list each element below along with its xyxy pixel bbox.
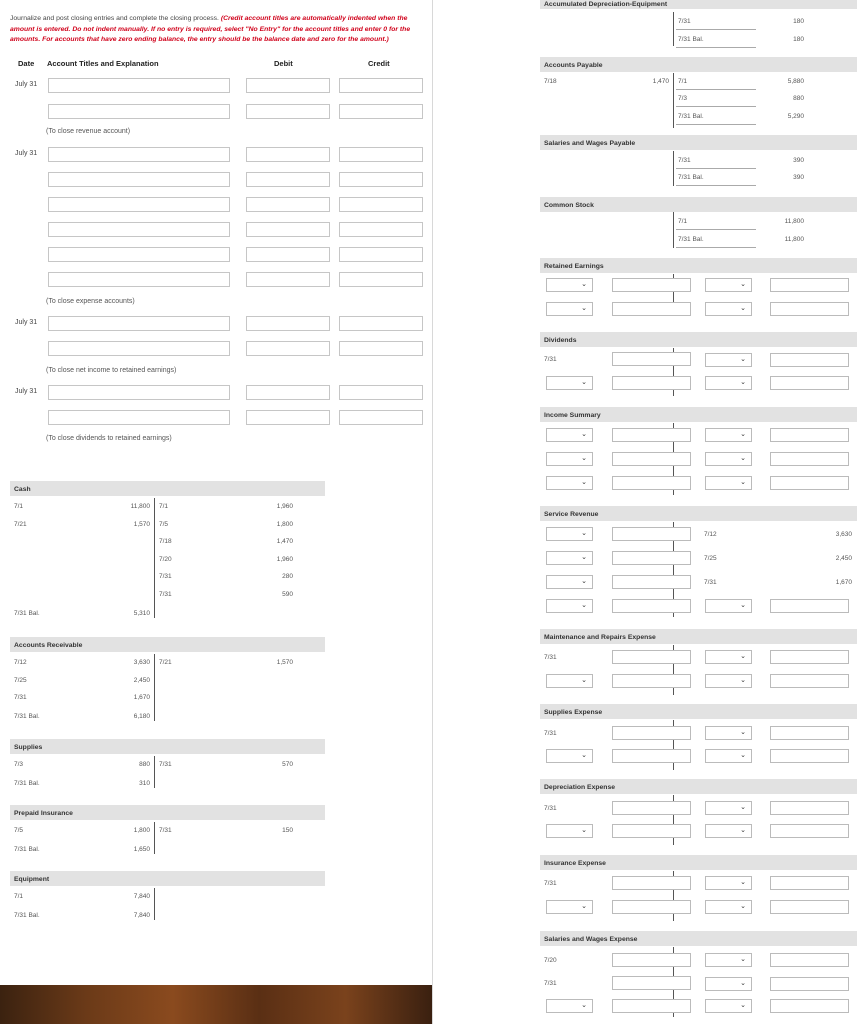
chevron-down-icon: ⌄ [581, 677, 587, 684]
chevron-down-icon: ⌄ [740, 653, 746, 660]
amount-input[interactable] [770, 428, 849, 442]
entry-underline [676, 29, 756, 30]
credit-date: 7/20 [159, 555, 172, 563]
credit-amount: 390 [793, 157, 804, 164]
debit-amount: 1,570 [133, 520, 150, 528]
credit-amount: 570 [282, 761, 293, 768]
amount-input[interactable] [612, 278, 691, 292]
amount-input[interactable] [770, 650, 849, 664]
credit-date: 7/1 [678, 78, 688, 85]
chevron-down-icon: ⌄ [740, 827, 746, 834]
credit-date: 7/5 [159, 520, 169, 528]
balance-amount: 5,310 [133, 609, 150, 617]
date-select[interactable] [705, 801, 752, 815]
balance-date: 7/31 Bal. [14, 911, 40, 919]
date-select[interactable] [546, 749, 593, 763]
date-select[interactable] [705, 476, 752, 490]
debit-date: 7/31 [14, 694, 27, 702]
date-select[interactable] [546, 575, 593, 589]
entry-underline [676, 229, 756, 230]
chevron-down-icon: ⌄ [740, 431, 746, 438]
ledger-maintenance-repairs-expense-header: Maintenance and Repairs Expense [540, 629, 857, 644]
account-title-input[interactable] [48, 197, 230, 212]
credit-date: 7/1 [159, 503, 169, 510]
chevron-down-icon: ⌄ [740, 479, 746, 486]
debit-header: Debit [274, 59, 293, 68]
debit-date: 7/31 [544, 805, 557, 812]
ledger-accumulated-depreciation-header: Accumulated Depreciation-Equipment [540, 0, 857, 9]
date-select[interactable] [546, 674, 593, 688]
debit-amount: 1,800 [133, 827, 150, 834]
credit-date: 7/31 [678, 18, 691, 25]
credit-date: 7/12 [704, 531, 717, 538]
debit-amount-input[interactable] [246, 410, 330, 425]
entry-underline [676, 124, 756, 125]
credit-date: 7/31 [704, 579, 717, 586]
amount-input[interactable] [770, 476, 849, 490]
credit-amount-input[interactable] [339, 410, 423, 425]
debit-amount-input[interactable] [246, 247, 330, 262]
debit-amount-box [612, 976, 691, 990]
account-title-input[interactable] [48, 247, 230, 262]
credit-amount: 1,570 [276, 659, 293, 666]
journal-header [10, 57, 430, 69]
credit-amount-input[interactable] [339, 104, 423, 119]
amount-input[interactable] [612, 824, 691, 838]
entry-explanation: (To close revenue account) [46, 128, 131, 135]
debit-amount: 11,800 [130, 503, 150, 510]
balance-date: 7/31 Bal. [14, 609, 40, 617]
amount-input[interactable] [770, 977, 849, 991]
balance-amount: 7,840 [133, 911, 150, 919]
credit-amount: 5,880 [787, 78, 804, 85]
date-select[interactable] [546, 551, 593, 565]
amount-input[interactable] [770, 599, 849, 613]
ledger-salaries-wages-payable-header: Salaries and Wages Payable [540, 135, 857, 150]
date-select[interactable] [546, 376, 593, 390]
ledger-prepaid-insurance-header: Prepaid Insurance [10, 805, 325, 820]
date-header: Date [18, 59, 35, 68]
debit-amount: 3,630 [133, 659, 150, 666]
ledger-supplies-expense-header: Supplies Expense [540, 704, 857, 719]
credit-amount: 180 [793, 36, 804, 43]
credit-amount-input[interactable] [339, 222, 423, 237]
entry-date: July 31 [15, 81, 38, 88]
credit-date: 7/18 [159, 538, 172, 546]
ledger-retained-earnings-header: Retained Earnings [540, 258, 857, 273]
t-account-line [154, 822, 155, 854]
credit-amount-input[interactable] [339, 197, 423, 212]
chevron-down-icon: ⌄ [740, 305, 746, 312]
debit-date: 7/31 [544, 654, 557, 661]
entry-explanation: (To close expense accounts) [46, 298, 135, 305]
debit-date: 7/1 [14, 893, 24, 900]
credit-amount: 880 [793, 95, 804, 102]
date-select[interactable] [705, 674, 752, 688]
account-title-input[interactable] [48, 272, 230, 287]
chevron-down-icon: ⌄ [740, 903, 746, 910]
credit-amount-input[interactable] [339, 172, 423, 187]
chevron-down-icon: ⌄ [740, 379, 746, 386]
t-account-line [154, 888, 155, 920]
debit-amount-input[interactable] [246, 316, 330, 331]
amount-input[interactable] [612, 674, 691, 688]
credit-amount: 150 [282, 827, 293, 834]
credit-amount: 1,960 [276, 555, 293, 563]
amount-input[interactable] [770, 900, 849, 914]
date-select[interactable] [705, 824, 752, 838]
debit-date: 7/31 [544, 880, 557, 887]
chevron-down-icon: ⌄ [740, 729, 746, 736]
amount-input[interactable] [770, 876, 849, 890]
date-select[interactable] [705, 353, 752, 367]
amount-input[interactable] [770, 452, 849, 466]
t-account-line [673, 212, 674, 248]
amount-input[interactable] [612, 527, 691, 541]
chevron-down-icon: ⌄ [581, 431, 587, 438]
account-title-input[interactable] [48, 341, 230, 356]
amount-input[interactable] [612, 551, 691, 565]
balance-amount: 1,650 [133, 845, 150, 853]
debit-amount-input[interactable] [246, 78, 330, 93]
ledger-depreciation-expense-header: Depreciation Expense [540, 779, 857, 794]
chevron-down-icon: ⌄ [740, 804, 746, 811]
account-title-input[interactable] [48, 78, 230, 93]
credit-date: 7/31 [678, 157, 691, 164]
entry-date: July 31 [15, 388, 38, 395]
date-select[interactable] [705, 302, 752, 316]
ledger-salaries-wages-expense-header: Salaries and Wages Expense [540, 931, 857, 946]
amount-input[interactable] [612, 599, 691, 613]
date-select[interactable] [546, 999, 593, 1013]
credit-amount: 280 [282, 573, 293, 581]
credit-amount: 390 [793, 174, 804, 181]
debit-date: 7/3 [14, 761, 24, 768]
debit-amount-input[interactable] [246, 341, 330, 356]
credit-date: 7/31 Bal. [678, 236, 704, 243]
chevron-down-icon: ⌄ [581, 305, 587, 312]
balance-date: 7/31 Bal. [14, 712, 40, 720]
entry-underline [676, 185, 756, 186]
entry-explanation: (To close net income to retained earnings) [46, 367, 177, 374]
amount-input[interactable] [770, 674, 849, 688]
amount-input[interactable] [770, 749, 849, 763]
debit-amount-box [612, 726, 691, 740]
amount-input[interactable] [612, 452, 691, 466]
credit-amount: 11,800 [784, 218, 804, 225]
date-select[interactable] [705, 452, 752, 466]
chevron-down-icon: ⌄ [581, 1002, 587, 1009]
debit-amount: 7,840 [133, 893, 150, 900]
chevron-down-icon: ⌄ [740, 677, 746, 684]
instructions-note: (Credit account titles are automatically indented when the amount is entered. Do not indent manually. If no entry is required, select "No Entry" for the account titles and enter 0 for the amounts. For accounts that have zero ending balance, the entry should be the balance date and zero for the amount.) [10, 15, 411, 43]
debit-date: 7/31 [544, 356, 557, 363]
chevron-down-icon: ⌄ [740, 1002, 746, 1009]
account-title-input[interactable] [48, 104, 230, 119]
debit-date: 7/18 [544, 78, 557, 85]
chevron-down-icon: ⌄ [581, 530, 587, 537]
amount-input[interactable] [770, 726, 849, 740]
credit-amount-input[interactable] [339, 316, 423, 331]
chevron-down-icon: ⌄ [740, 980, 746, 987]
credit-date: 7/31 Bal. [678, 174, 704, 181]
credit-amount-input[interactable] [339, 341, 423, 356]
credit-date: 7/31 [159, 591, 172, 598]
credit-date: 7/21 [159, 659, 172, 666]
entry-explanation: (To close dividends to retained earnings) [46, 435, 172, 442]
amount-input[interactable] [612, 575, 691, 589]
panel-divider [432, 0, 433, 1024]
credit-amount-input[interactable] [339, 385, 423, 400]
chevron-down-icon: ⌄ [581, 554, 587, 561]
t-account-line [673, 151, 674, 186]
account-title-input[interactable] [48, 147, 230, 162]
date-select[interactable] [546, 428, 593, 442]
credit-date: 7/1 [678, 218, 688, 225]
debit-amount-input[interactable] [246, 197, 330, 212]
ledger-accounts-payable-header: Accounts Payable [540, 57, 857, 72]
ledger-supplies-header: Supplies [10, 739, 325, 754]
chevron-down-icon: ⌄ [740, 356, 746, 363]
entry-date: July 31 [15, 319, 38, 326]
credit-amount: 1,960 [276, 503, 293, 510]
credit-date: 7/31 Bal. [678, 36, 704, 43]
date-select[interactable] [705, 599, 752, 613]
chevron-down-icon: ⌄ [740, 602, 746, 609]
balance-date: 7/31 Bal. [14, 779, 40, 787]
debit-amount-input[interactable] [246, 385, 330, 400]
debit-date: 7/31 [544, 980, 557, 987]
ledger-service-revenue-header: Service Revenue [540, 506, 857, 521]
date-select[interactable] [705, 749, 752, 763]
debit-date: 7/20 [544, 957, 557, 964]
debit-amount-box [612, 876, 691, 890]
date-select[interactable] [705, 977, 752, 991]
ledger-accounts-receivable-header: Accounts Receivable [10, 637, 325, 652]
credit-date: 7/3 [678, 95, 688, 102]
entry-underline [676, 247, 756, 248]
debit-amount-input[interactable] [246, 272, 330, 287]
date-select[interactable] [546, 278, 593, 292]
date-select[interactable] [546, 824, 593, 838]
debit-amount-input[interactable] [246, 147, 330, 162]
debit-date: 7/31 [544, 730, 557, 737]
date-select[interactable] [546, 599, 593, 613]
amount-input[interactable] [612, 428, 691, 442]
account-title-input[interactable] [48, 172, 230, 187]
chevron-down-icon: ⌄ [740, 752, 746, 759]
debit-amount: 1,670 [133, 694, 150, 702]
chevron-down-icon: ⌄ [581, 479, 587, 486]
debit-amount-box [612, 352, 691, 366]
credit-amount: 1,800 [276, 520, 293, 528]
debit-amount-input[interactable] [246, 172, 330, 187]
entry-underline [676, 89, 756, 90]
chevron-down-icon: ⌄ [581, 752, 587, 759]
amount-input[interactable] [770, 278, 849, 292]
credit-date: 7/31 [159, 761, 172, 768]
debit-amount-input[interactable] [246, 104, 330, 119]
t-account-line [154, 498, 155, 618]
date-select[interactable] [546, 476, 593, 490]
amount-input[interactable] [770, 953, 849, 967]
credit-amount: 180 [793, 18, 804, 25]
debit-date: 7/1 [14, 503, 24, 510]
date-select[interactable] [705, 999, 752, 1013]
debit-amount-box [612, 650, 691, 664]
balance-date: 7/31 Bal. [14, 845, 40, 853]
chevron-down-icon: ⌄ [581, 903, 587, 910]
amount-input[interactable] [612, 900, 691, 914]
debit-date: 7/21 [14, 520, 27, 528]
chevron-down-icon: ⌄ [581, 827, 587, 834]
t-account-line [154, 756, 155, 788]
t-account-line [673, 12, 674, 46]
date-select[interactable] [546, 452, 593, 466]
amount-input[interactable] [770, 353, 849, 367]
ledger-equipment-header: Equipment [10, 871, 325, 886]
chevron-down-icon: ⌄ [740, 281, 746, 288]
chevron-down-icon: ⌄ [740, 879, 746, 886]
credit-amount: 11,800 [784, 236, 804, 243]
amount-input[interactable] [770, 824, 849, 838]
date-select[interactable] [546, 302, 593, 316]
debit-amount: 880 [139, 761, 150, 768]
amount-input[interactable] [770, 376, 849, 390]
debit-amount-box [612, 953, 691, 967]
instructions-lead: Journalize and post closing entries and complete the closing process. [10, 15, 219, 22]
t-account-line [673, 73, 674, 128]
date-select[interactable] [705, 953, 752, 967]
entry-underline [676, 168, 756, 169]
entry-date: July 31 [15, 150, 38, 157]
ledger-dividends-header: Dividends [540, 332, 857, 347]
credit-amount: 1,670 [835, 579, 852, 586]
amount-input[interactable] [770, 999, 849, 1013]
amount-input[interactable] [770, 801, 849, 815]
credit-amount: 2,450 [835, 555, 852, 562]
account-title-input[interactable] [48, 385, 230, 400]
credit-date: 7/31 [159, 573, 172, 581]
chevron-down-icon: ⌄ [740, 455, 746, 462]
credit-amount-input[interactable] [339, 272, 423, 287]
account-title-input[interactable] [48, 410, 230, 425]
date-select[interactable] [705, 726, 752, 740]
amount-input[interactable] [612, 376, 691, 390]
credit-date: 7/31 Bal. [678, 113, 704, 120]
amount-input[interactable] [612, 999, 691, 1013]
entry-underline [676, 106, 756, 107]
amount-input[interactable] [612, 749, 691, 763]
date-select[interactable] [705, 278, 752, 292]
amount-input[interactable] [770, 302, 849, 316]
date-select[interactable] [705, 428, 752, 442]
amount-input[interactable] [612, 302, 691, 316]
balance-amount: 6,180 [133, 712, 150, 720]
date-select[interactable] [705, 376, 752, 390]
date-select[interactable] [705, 876, 752, 890]
ledger-common-stock-header: Common Stock [540, 197, 857, 212]
credit-amount: 590 [282, 591, 293, 598]
credit-amount: 5,290 [787, 113, 804, 120]
credit-amount: 1,470 [276, 538, 293, 546]
ledger-cash-header: Cash [10, 481, 325, 496]
debit-date: 7/25 [14, 676, 27, 684]
account-title-input[interactable] [48, 316, 230, 331]
date-select[interactable] [546, 900, 593, 914]
debit-amount-input[interactable] [246, 222, 330, 237]
credit-amount-input[interactable] [339, 147, 423, 162]
instructions [10, 14, 430, 46]
debit-amount: 2,450 [133, 676, 150, 684]
ledger-insurance-expense-header: Insurance Expense [540, 855, 857, 870]
amount-input[interactable] [612, 476, 691, 490]
debit-date: 7/12 [14, 659, 27, 666]
date-select[interactable] [546, 527, 593, 541]
ledger-income-summary-header: Income Summary [540, 407, 857, 422]
date-select[interactable] [705, 650, 752, 664]
credit-amount: 3,630 [835, 531, 852, 538]
credit-date: 7/25 [704, 555, 717, 562]
credit-amount-input[interactable] [339, 247, 423, 262]
debit-amount: 1,470 [652, 78, 669, 85]
debit-date: 7/5 [14, 827, 24, 834]
chevron-down-icon: ⌄ [740, 956, 746, 963]
debit-amount-box [612, 801, 691, 815]
chevron-down-icon: ⌄ [581, 281, 587, 288]
account-title-input[interactable] [48, 222, 230, 237]
chevron-down-icon: ⌄ [581, 578, 587, 585]
chevron-down-icon: ⌄ [581, 379, 587, 386]
credit-header: Credit [368, 59, 390, 68]
panel-gap [433, 0, 523, 1024]
background-photo [0, 985, 432, 1024]
chevron-down-icon: ⌄ [581, 602, 587, 609]
credit-date: 7/31 [159, 827, 172, 834]
entry-underline [676, 47, 756, 48]
balance-amount: 310 [139, 779, 150, 787]
t-account-line [154, 654, 155, 721]
credit-amount-input[interactable] [339, 78, 423, 93]
chevron-down-icon: ⌄ [581, 455, 587, 462]
date-select[interactable] [705, 900, 752, 914]
title-header: Account Titles and Explanation [47, 59, 159, 68]
